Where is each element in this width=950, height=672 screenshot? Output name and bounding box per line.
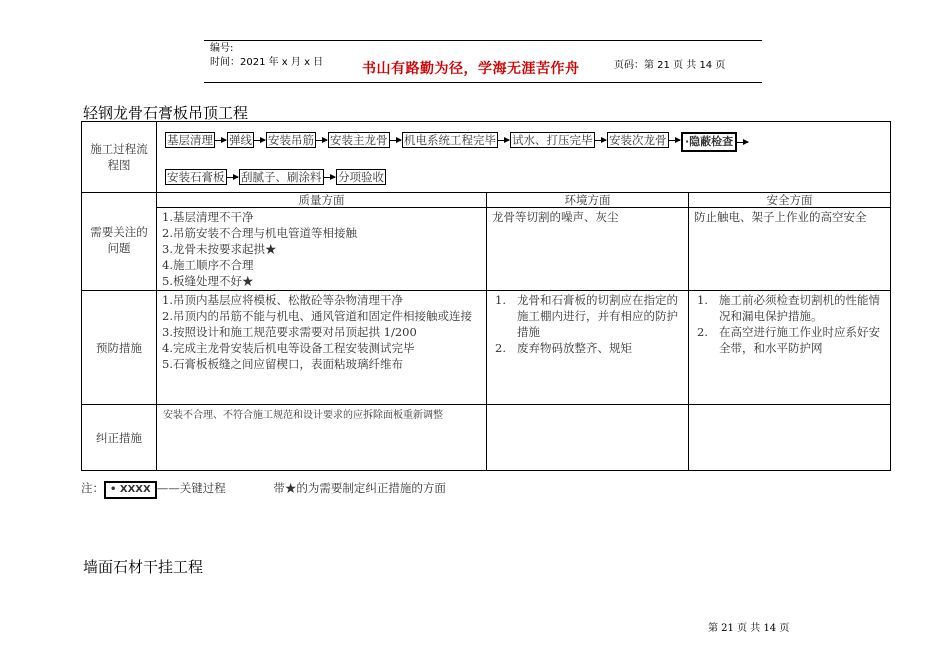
prevent-env-list (487, 291, 688, 357)
process-table (81, 121, 891, 471)
flow-step: 安装吊筋 (268, 133, 314, 147)
list-item-text: 废弃物码放整齐、规矩 (517, 341, 632, 355)
row-label-prevent: 预防措施 (82, 291, 157, 405)
correct-quality-text: 安装不合理、不符合施工规范和设计要求的应拆除面板重新调整 (163, 410, 443, 421)
code-label: 编号: (210, 43, 234, 54)
flow-arrow (737, 142, 748, 143)
col-header-environment: 环境方面 (487, 193, 689, 208)
correct-env-cell (487, 405, 689, 471)
flow-arrow (595, 140, 606, 141)
list-item: 2.吊筋安装不合理与机电管道等相接触 (162, 226, 357, 240)
flow-step: 机电系统工程完毕 (404, 133, 496, 147)
time-label: 时间：2021 年 x 月 x 日 (210, 57, 324, 68)
prevent-safety-cell (689, 291, 891, 405)
flow-step: 弹线 (229, 133, 252, 147)
flow-step: 刮腻子、刷涂料 (241, 170, 322, 184)
section-title-stone: 墙面石材干挂工程 (83, 558, 204, 576)
correct-quality-cell (157, 405, 487, 471)
prevent-row (82, 291, 891, 405)
flow-arrow (390, 140, 401, 141)
row-label-correct: 纠正措施 (82, 405, 157, 471)
list-item: 2.吊顶内的吊筋不能与机电、通风管道和固定件相接触或连接 (162, 309, 472, 323)
flow-chart (157, 122, 890, 192)
list-item-text: 龙骨和石膏板的切割应在指定的施工棚内进行，并有相应的防护措施 (517, 293, 678, 339)
list-item-text: 在高空进行施工作业时应系好安全带，和水平防护网 (719, 325, 880, 355)
list-item: 4.施工顺序不合理 (162, 258, 254, 272)
issues-safety-text: 防止触电、架子上作业的高空安全 (694, 210, 867, 224)
flow-chart-cell (157, 122, 891, 193)
flow-step: 基层清理 (167, 133, 213, 147)
flow-arrow (669, 140, 680, 141)
flow-step: 试水、打压完毕 (512, 133, 593, 147)
section-title-ceiling: 轻钢龙骨石膏板吊顶工程 (83, 104, 249, 122)
issues-row (82, 208, 891, 291)
flow-step: ·隐蔽检查 (681, 132, 737, 152)
issues-env-text: 龙骨等切割的噪声、灰尘 (492, 210, 619, 224)
flow-arrow (498, 140, 509, 141)
header-motto: 书山有路勤为径，学海无涯苦作舟 (362, 61, 580, 77)
list-item (697, 292, 887, 324)
header-top-rule (204, 40, 762, 41)
list-item: 3.龙骨未按要求起拱★ (162, 242, 277, 256)
issues-env-cell (487, 208, 689, 291)
footer-page-number: 第 21 页 共 14 页 (708, 623, 790, 634)
flow-step: 安装主龙骨 (330, 133, 388, 147)
list-item: 1.吊顶内基层应将模板、松散砼等杂物清理干净 (162, 293, 403, 307)
list-item: 5.石膏板板缝之间应留楔口，表面粘玻璃纤维布 (162, 357, 403, 371)
column-header-row (82, 193, 891, 208)
list-item: 5.板缝处理不好★ (162, 274, 254, 288)
list-item (495, 340, 685, 356)
flow-step: 安装次龙骨 (609, 133, 667, 147)
flow-step: 分项验收 (338, 170, 384, 184)
list-item: 4.完成主龙骨安装后机电等设备工程安装测试完毕 (162, 341, 415, 355)
list-item (495, 292, 685, 340)
header-bottom-rule (204, 82, 762, 83)
flow-arrow (227, 177, 238, 178)
correct-safety-cell (689, 405, 891, 471)
legend-note (81, 480, 446, 499)
list-item (697, 324, 887, 356)
prevent-env-cell (487, 291, 689, 405)
star-note: 带★的为需要制定纠正措施的方面 (273, 481, 446, 495)
row-label-issues: 需要关注的问题 (82, 208, 157, 291)
correct-row (82, 405, 891, 471)
flow-row (82, 122, 891, 193)
key-process-box: • XXXX (104, 481, 157, 499)
list-item: 1.基层清理不干净 (162, 210, 254, 224)
list-item: 3.按照设计和施工规范要求需要对吊顶起拱 1/200 (162, 325, 417, 339)
col-header-quality: 质量方面 (157, 193, 487, 208)
page-label: 页码：第 21 页 共 14 页 (614, 60, 726, 71)
issues-quality-list (157, 208, 486, 290)
row-label-flow: 施工过程流程图 (82, 122, 157, 193)
list-item-number: 1. (697, 293, 708, 307)
flow-arrow (324, 177, 335, 178)
flow-arrow (316, 140, 327, 141)
issues-safety-cell (689, 208, 891, 291)
list-item-number: 1. (495, 293, 506, 307)
prevent-quality-cell (157, 291, 487, 405)
flow-arrow (215, 140, 226, 141)
key-process-text: ——关键过程 (156, 481, 226, 495)
prevent-quality-list (157, 291, 486, 373)
list-item-number: 2. (697, 325, 708, 339)
list-item-text: 施工前必须检查切割机的性能情况和漏电保护措施。 (719, 293, 880, 323)
flow-step: 安装石膏板 (167, 170, 225, 184)
issues-quality-cell (157, 208, 487, 291)
list-item-number: 2. (495, 341, 506, 355)
flow-arrow (254, 140, 265, 141)
note-prefix: 注： (81, 481, 104, 495)
col-header-safety: 安全方面 (689, 193, 891, 208)
prevent-safety-list (689, 291, 890, 357)
